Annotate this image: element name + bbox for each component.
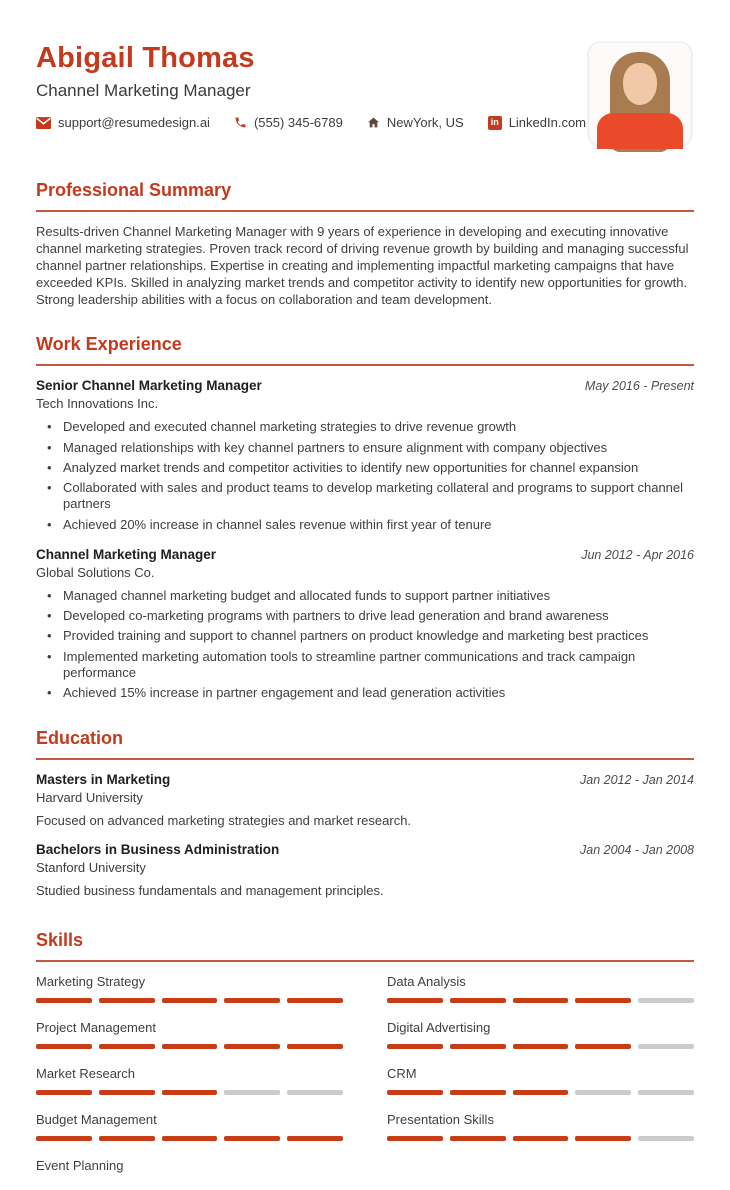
skill-label: CRM: [387, 1065, 417, 1081]
skill-bar-segment-filled: [575, 1136, 631, 1141]
section-professional-summary: [36, 180, 694, 308]
contact-phone-text: (555) 345-6789: [253, 115, 343, 130]
section-education: [36, 728, 694, 898]
skill-bar-segment-filled: [387, 998, 443, 1003]
phone-icon: [234, 116, 247, 129]
skill-bar: [36, 1044, 343, 1049]
skill-item: [36, 974, 343, 1003]
skill-bar-segment-filled: [287, 1136, 343, 1141]
skill-item: [387, 1020, 694, 1049]
job-company: Tech Innovations Inc.: [36, 396, 159, 412]
skill-bar-segment-filled: [450, 1136, 506, 1141]
contact-location-text: NewYork, US: [386, 115, 464, 130]
skill-bar-segment-filled: [387, 1044, 443, 1049]
contact-location: [367, 115, 464, 130]
skills-column-right: [387, 974, 694, 1190]
skill-bar-segment-filled: [224, 1136, 280, 1141]
summary-heading: Professional Summary: [36, 180, 694, 212]
skill-bar-segment-filled: [224, 1044, 280, 1049]
contact-phone[interactable]: [234, 115, 343, 130]
skill-bar-segment-filled: [450, 1090, 506, 1095]
skill-bar: [387, 1090, 694, 1095]
skill-bar: [36, 1136, 343, 1141]
job-entry: [36, 378, 694, 533]
skill-bar-segment-filled: [513, 1090, 569, 1095]
contact-email-text: support@resumedesign.ai: [58, 115, 210, 130]
degree-description: Focused on advanced marketing strategies and market research.: [36, 812, 412, 828]
email-icon: [36, 117, 51, 129]
job-dates: May 2016 - Present: [584, 379, 694, 394]
degree-title: Masters in Marketing: [36, 771, 171, 787]
contact-linkedin-text: LinkedIn.com: [508, 115, 587, 130]
section-work-experience: [36, 334, 694, 702]
skill-bar-segment-filled: [287, 1044, 343, 1049]
job-bullet: • Managed channel marketing budget and allocated funds to support partner initiatives: [36, 588, 694, 605]
skill-bar-segment-filled: [36, 1090, 92, 1095]
skill-bar-segment-empty: [224, 1090, 280, 1095]
skill-bar-segment-empty: [575, 1090, 631, 1095]
job-company: Global Solutions Co.: [36, 565, 155, 581]
skill-label: Market Research: [36, 1065, 135, 1081]
job-title-text: Senior Channel Marketing Manager: [36, 378, 262, 394]
skill-label: Budget Management: [36, 1111, 157, 1127]
skill-bar-segment-filled: [36, 1044, 92, 1049]
contact-linkedin[interactable]: [488, 115, 586, 130]
job-bullet: • Developed and executed channel marketing strategies to drive revenue growth: [36, 419, 694, 436]
skill-label: Project Management: [36, 1019, 156, 1035]
skill-bar-segment-filled: [99, 1090, 155, 1095]
skill-bar-segment-empty: [287, 1090, 343, 1095]
degree-school: Stanford University: [36, 859, 146, 875]
skill-bar-segment-filled: [575, 998, 631, 1003]
skill-bar-segment-filled: [387, 1136, 443, 1141]
header: [36, 42, 694, 154]
skill-bar-segment-filled: [450, 1044, 506, 1049]
skills-heading: Skills: [36, 930, 694, 962]
skill-bar-segment-filled: [99, 1044, 155, 1049]
degree-title: Bachelors in Business Administration: [36, 841, 280, 857]
skill-bar: [36, 998, 343, 1003]
skill-item: [36, 1112, 343, 1141]
skill-bar-segment-filled: [387, 1090, 443, 1095]
job-bullet: • Achieved 15% increase in partner engagement and lead generation activities: [36, 685, 694, 702]
skill-bar: [387, 1044, 694, 1049]
skill-item: [387, 1112, 694, 1141]
profile-photo: [588, 42, 692, 146]
job-bullet: • Implemented marketing automation tools to streamline partner communications and track campaign performance: [36, 649, 694, 682]
degree-entry: [36, 772, 694, 828]
skill-bar-segment-empty: [638, 1136, 694, 1141]
skill-bar: [36, 1090, 343, 1095]
degree-school: Harvard University: [36, 789, 143, 805]
photo-face-shape: [623, 63, 657, 105]
job-bullet: • Analyzed market trends and competitor activities to identify new opportunities for channel expansion: [36, 460, 694, 477]
contact-email[interactable]: [36, 115, 210, 130]
skill-bar-segment-filled: [513, 998, 569, 1003]
skills-column-left: [36, 974, 343, 1190]
skill-bar-segment-empty: [638, 1044, 694, 1049]
skill-bar-segment-empty: [638, 1090, 694, 1095]
job-bullet: • Provided training and support to channel partners on product knowledge and marketing best practices: [36, 628, 694, 645]
home-icon: [367, 116, 380, 129]
photo-shirt-shape: [597, 113, 683, 149]
job-bullet-list: [36, 419, 694, 533]
skill-label: Marketing Strategy: [36, 973, 146, 989]
skill-bar-segment-filled: [287, 998, 343, 1003]
skill-bar-segment-filled: [36, 1136, 92, 1141]
skill-item: [36, 1066, 343, 1095]
person-job-title: Channel Marketing Manager: [36, 81, 251, 100]
skill-bar-segment-filled: [513, 1044, 569, 1049]
skill-item: [387, 974, 694, 1003]
job-dates: Jun 2012 - Apr 2016: [581, 548, 694, 563]
skill-bar-segment-filled: [575, 1044, 631, 1049]
summary-text: Results-driven Channel Marketing Manager with 9 years of experience in developing and executing innovative channel marketing strategies. Proven track record of driving revenue growth by building and managing successful channel partner relationships. Expertise in creating and implementing impactful marketing campaigns that have exceeded KPIs. Skilled in analyzing market trends and competitor activity to identify new opportunities for growth. Strong leadership abilities with a focus on collaboration and team development.: [36, 224, 689, 307]
linkedin-icon: in: [488, 116, 502, 130]
skills-grid: [36, 974, 694, 1190]
skill-bar-segment-empty: [638, 998, 694, 1003]
skill-bar-segment-filled: [513, 1136, 569, 1141]
job-entry: [36, 547, 694, 702]
skill-bar-segment-filled: [99, 1136, 155, 1141]
degree-description: Studied business fundamentals and management principles.: [36, 882, 384, 898]
skill-item: [36, 1158, 343, 1173]
job-bullet: • Collaborated with sales and product teams to develop marketing collateral and programs to support channel partners: [36, 480, 694, 513]
job-bullet-list: [36, 588, 694, 702]
skill-bar-segment-filled: [162, 1136, 218, 1141]
job-bullet: • Managed relationships with key channel partners to ensure alignment with company objectives: [36, 440, 694, 457]
skill-label: Presentation Skills: [387, 1111, 494, 1127]
skill-label: Event Planning: [36, 1157, 124, 1173]
skill-bar-segment-filled: [162, 1090, 218, 1095]
skill-item: [387, 1066, 694, 1095]
experience-heading: Work Experience: [36, 334, 694, 366]
skill-bar-segment-filled: [224, 998, 280, 1003]
job-bullet: • Developed co-marketing programs with partners to drive lead generation and brand awareness: [36, 608, 694, 625]
skill-bar-segment-filled: [99, 998, 155, 1003]
skill-label: Digital Advertising: [387, 1019, 491, 1035]
degree-entry: [36, 842, 694, 898]
person-name: Abigail Thomas: [36, 42, 255, 74]
skill-bar: [387, 1136, 694, 1141]
skill-label: Data Analysis: [387, 973, 466, 989]
skill-bar-segment-filled: [162, 998, 218, 1003]
degree-dates: Jan 2004 - Jan 2008: [580, 842, 694, 857]
skill-bar-segment-filled: [450, 998, 506, 1003]
degree-dates: Jan 2012 - Jan 2014: [580, 772, 694, 787]
education-heading: Education: [36, 728, 694, 760]
section-skills: [36, 930, 694, 1190]
skill-bar-segment-filled: [162, 1044, 218, 1049]
skill-item: [36, 1020, 343, 1049]
skill-bar: [387, 998, 694, 1003]
job-title-text: Channel Marketing Manager: [36, 547, 217, 563]
skill-bar-segment-filled: [36, 998, 92, 1003]
job-bullet: • Achieved 20% increase in channel sales revenue within first year of tenure: [36, 517, 694, 534]
